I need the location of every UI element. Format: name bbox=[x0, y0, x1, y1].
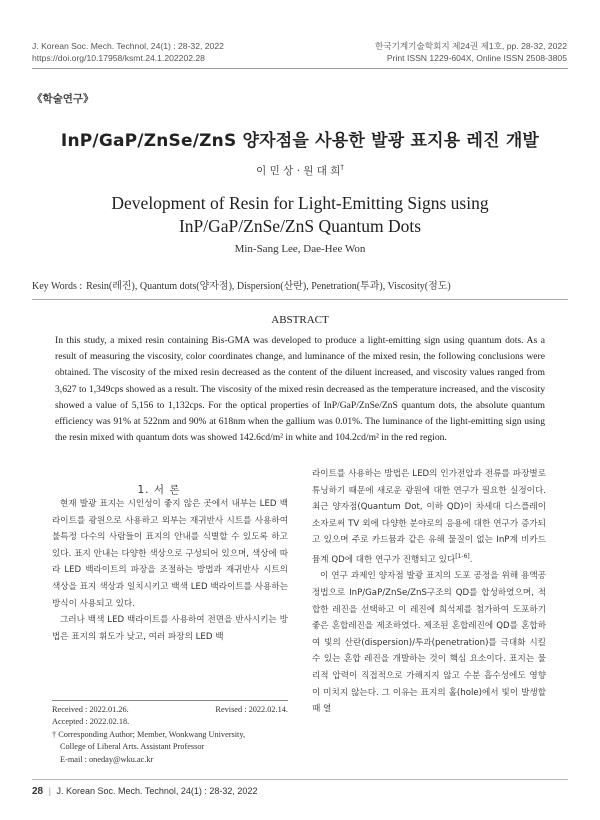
intro-right-column bbox=[312, 466, 546, 718]
keywords-list: Resin(레진), Quantum dots(양자점), Dispersion(산란), Penetration(투과), Viscosity(점도) bbox=[86, 281, 451, 292]
received-revised bbox=[52, 704, 288, 716]
title-english bbox=[0, 192, 600, 238]
abstract-heading: ABSTRACT bbox=[271, 314, 329, 326]
title-english-line2: InP/GaP/ZnSe/ZnS Quantum Dots bbox=[178, 216, 422, 236]
corresponding-author: † Corresponding Author; Member, Wonkwang University, bbox=[52, 729, 246, 739]
keywords-label: Key Words : bbox=[32, 281, 83, 292]
footer-separator: | bbox=[48, 786, 51, 796]
authors-korean bbox=[0, 163, 600, 178]
footer-divider bbox=[32, 779, 568, 780]
author-email[interactable]: E-mail : oneday@wku.ac.kr bbox=[60, 754, 154, 764]
issn: Print ISSN 1229-604X, Online ISSN 2508-3805 bbox=[386, 53, 567, 63]
accepted-date: Accepted : 2022.02.18. bbox=[52, 717, 130, 727]
footnote-divider bbox=[52, 700, 288, 701]
intro-paragraph-3 bbox=[312, 466, 546, 568]
doi-link[interactable]: https://doi.org/10.17958/ksmt.24.1.202202.28 bbox=[32, 53, 205, 63]
authors-english: Min-Sang Lee, Dae-Hee Won bbox=[234, 243, 366, 255]
page-footer bbox=[32, 786, 257, 797]
corresponding-affiliation: College of Liberal Arts. Assistant Professor bbox=[60, 742, 205, 752]
journal-citation: J. Korean Soc. Mech. Technol, 24(1) : 28-32, 2022 bbox=[32, 41, 224, 51]
intro-paragraph-3-end: . bbox=[469, 554, 473, 565]
revised-date: Revised : 2022.02.14. bbox=[215, 705, 288, 714]
keywords bbox=[32, 277, 451, 292]
intro-paragraph-2: 그러나 백색 LED 백라이트를 사용하여 전면을 반사시키는 방법은 표지의 휘도가 낮고, 여러 파장의 LED 백 bbox=[52, 615, 288, 642]
intro-paragraph-3-text: 라이트를 사용하는 방법은 LED의 인가전압과 전류를 파장별로 튜닝하기 때문에 새로운 광원에 대한 연구가 필요한 실정이다. 최근 양자점(Quantum Dot, 이하 QD)이 차세대 디스플레이 소자로써 TV 외에 다양한 분야로의 응용에 대한 연구가 증가되고 있으며 주로 카드뮴과 같은 유해 물질이 없는 InP계 비카드뮴계 QD에 대한 연구가 진행되고 있다 bbox=[312, 469, 546, 565]
author-names-ko: 이 민 상 · 원 대 희 bbox=[256, 165, 341, 177]
footnote bbox=[52, 704, 288, 766]
section-heading-intro: 1. 서 론 bbox=[137, 484, 181, 496]
title-english-line1: Development of Resin for Light-Emitting Signs using bbox=[111, 193, 489, 213]
journal-citation-ko: 한국기계기술학회지 제24권 제1호, pp. 28-32, 2022 bbox=[374, 41, 567, 51]
article-category: 《학술연구》 bbox=[32, 93, 94, 105]
header-divider bbox=[32, 68, 568, 69]
intro-paragraph-1: 현재 발광 표지는 시인성이 좋지 않은 곳에서 내부는 LED 백라이트를 광원으로 사용하고 외부는 재귀반사 시트를 사용하여 불특정 다수의 사람들이 표지의 안내를 식별할 수 있도록 하고 있다. 표지 안내는 다양한 색상으로 구성되어 있으며, 색상에 따라 LED 백라이트의 파장을 조절하는 방법과 재귀반사 시트의 색상을 표지 색상과 일치시키고 백색 LED 백라이트를 사용하는 방식이 사용되고 있다. bbox=[52, 499, 288, 609]
intro-paragraph-4: 이 연구 과제인 양자점 발광 표지의 도포 공정을 위해 용액공정법으로 InP/GaP/ZnSe/ZnS구조의 QD를 합성하였으며, 적합한 레진을 선택하고 이 레진에 희석제를 첨가하여 도포하기 좋은 혼합레진을 제조하였다. 제조된 혼합레진에 QD를 혼합하여 빛의 산란(dispersion)/투과(penetration)를 극대화 시킬 수 있는 혼합 레진을 개발하는 것이 핵심 요소이다. 표지는 물리적 압력이 직접적으로 가해지지 않고 수분 흡수성에도 영향이 미치지 않는다. 그 이유는 표지의 홀(hole)에서 빛이 발생할 때 열 bbox=[312, 571, 546, 715]
intro-left-column bbox=[52, 496, 288, 645]
keywords-divider bbox=[32, 299, 568, 300]
title-korean: InP/GaP/ZnSe/ZnS 양자점을 사용한 발광 표지용 레진 개발 bbox=[60, 131, 540, 151]
footer-journal: J. Korean Soc. Mech. Technol, 24(1) : 28-32, 2022 bbox=[56, 786, 258, 796]
corresponding-mark: † bbox=[340, 163, 344, 172]
citation-ref: [1-6] bbox=[455, 552, 470, 560]
page-number: 28 bbox=[32, 786, 44, 797]
abstract-text: In this study, a mixed resin containing Bis-GMA was developed to produce a light-emitting sign using quantum dots. As a result of measuring the viscosity, color coordinates change, and luminance of the mixed resin, the following conclusions were obtained. The viscosity of the mixed resin decreased as the content of the diluent increased, and viscosity values ranged from 3,627 to 1,349cps showed as a result. The viscosity of the mixed resin decreased as the temperature increased, and the viscosity showed a value of 5,156 to 1,132cps. For the optical properties of InP/GaP/ZnSe/ZnS quantum dots, the absolute quantum efficiency was 91% at 522nm and 90% at 618nm when the gallium was 0.01%. The luminance of the light-emitting sign using the resin mixed with quantum dots was showed 142.6cd/m² in white and 104.2cd/m² in the red region. bbox=[55, 335, 545, 444]
received-date: Received : 2022.01.26. bbox=[52, 705, 129, 714]
